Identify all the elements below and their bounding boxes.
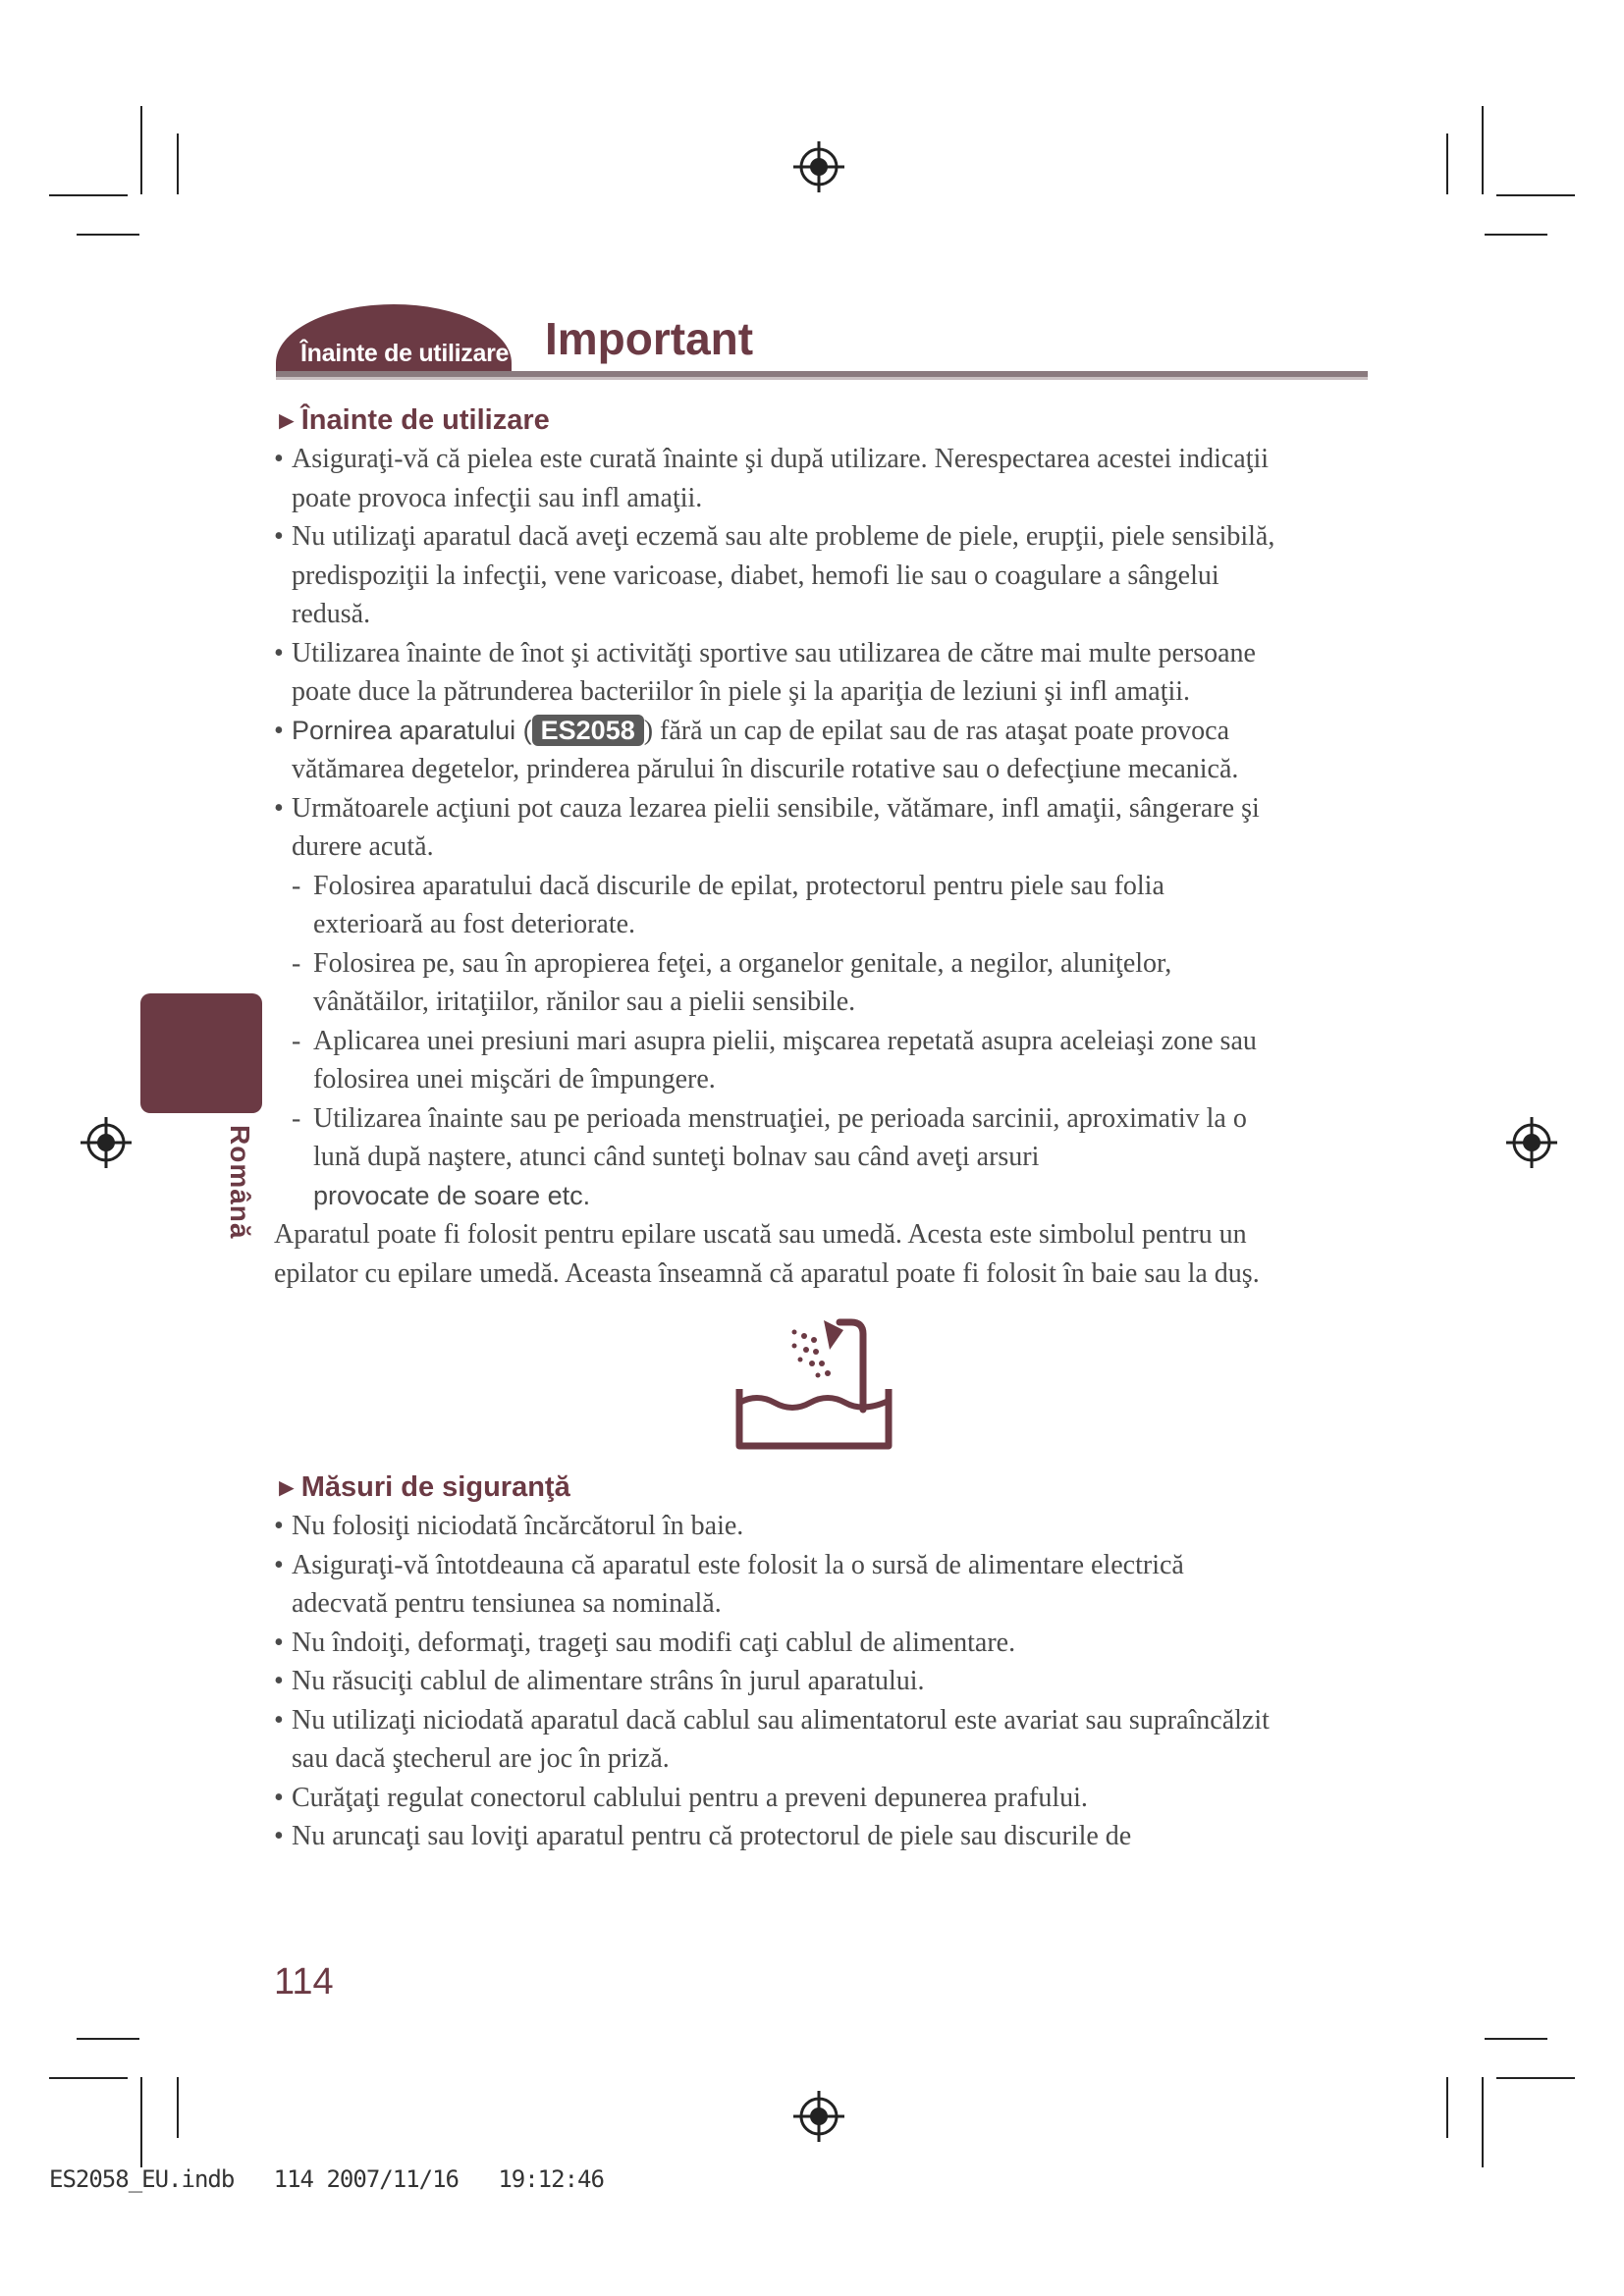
list-item: • Nu aruncaţi sau loviţi aparatul pentru că protectorul de piele sau discurile de — [274, 1817, 1275, 1856]
registration-mark-icon — [79, 1115, 134, 1170]
list-item — [274, 712, 1275, 789]
language-label: Română — [225, 1125, 255, 1240]
list-item: • Nu îndoiţi, deformaţi, trageţi sau modifi caţi cablul de alimentare. — [274, 1624, 1275, 1663]
footer-file: ES2058_EU.indb — [49, 2165, 235, 2193]
list-item: • Nu folosiţi niciodată încărcătorul în baie. — [274, 1507, 1275, 1546]
language-side-tab — [140, 993, 262, 1113]
list-item: • Nu utilizaţi niciodată aparatul dacă cablul sau alimentatorul este avariat sau supraîncălzit sau dacă ştecherul are joc în priză. — [274, 1701, 1275, 1779]
sub-list-item: - Folosirea pe, sau în apropierea feţei, a organelor genitale, a negilor, aluniţelor, vânătăilor, iritaţiilor, rănilor sau a pielii sensibile. — [274, 944, 1275, 1022]
registration-mark-icon — [791, 139, 846, 194]
list-item: • Utilizarea înainte de înot şi activităţi sportive sau utilizarea de către mai multe persoane poate duce la pătrunderea bacteriilor în piele şi la apariţia de leziuni şi infl amaţii. — [274, 634, 1275, 712]
list-item: • Nu răsuciţi cablul de alimentare strâns în jurul aparatului. — [274, 1662, 1275, 1701]
safety-list — [274, 1507, 1275, 1856]
main-content — [274, 400, 1275, 1856]
wet-use-paragraph: Aparatul poate fi folosit pentru epilare uscată sau umedă. Acesta este simbolul pentru un epilator cu epilare umedă. Aceasta înseamnă că aparatul poate fi folosit în baie sau la duş. — [274, 1219, 1260, 1289]
registration-mark-icon — [1504, 1115, 1559, 1170]
before-use-list — [274, 440, 1275, 1215]
footer-time: 19:12:46 — [498, 2165, 604, 2193]
item-prefix: Pornirea aparatului ( — [292, 715, 532, 745]
header-tab-label: Înainte de utilizare — [300, 340, 510, 367]
sub-item-tail: provocate de soare etc. — [313, 1180, 591, 1210]
section-heading-safety: ►Măsuri de siguranţă — [274, 1471, 570, 1503]
section-heading-before-use: ►Înainte de utilizare — [274, 404, 550, 436]
list-item: • Asiguraţi-vă că pielea este curată înainte şi după utilizare. Nerespectarea acestei indicaţii poate provoca infecţii sau infl amaţii. — [274, 440, 1275, 517]
item-suffix: ) fără un cap de epilat sau de ras ataşat poate provoca vătămarea degetelor, prinderea părului în discurile rotative sau o defecţiune mecanică. — [292, 715, 1239, 784]
page-number: 114 — [274, 1961, 334, 2002]
footer-date: 2007/11/16 — [326, 2165, 459, 2193]
list-item: • Curăţaţi regulat conectorul cablului pentru a preveni depunerea prafului. — [274, 1779, 1275, 1818]
sub-list-item — [274, 1099, 1275, 1216]
sub-list-item: - Folosirea aparatului dacă discurile de epilat, protectorul pentru piele sau folia exterioară au fost deteriorate. — [274, 867, 1275, 944]
sub-list-item: - Aplicarea unei presiuni mari asupra pielii, mişcarea repetată asupra aceleiaşi zone sau folosirea unei mişcări de împungere. — [274, 1022, 1275, 1099]
icon-container — [274, 1293, 1275, 1468]
triangle-bullet-icon: ► — [274, 405, 299, 435]
header-rule-shadow — [276, 377, 1368, 380]
registration-mark-icon — [791, 2089, 846, 2144]
sub-item-main: Utilizarea înainte sau pe perioada menstruaţiei, pe perioada sarcinii, aproximativ la o lună după naştere, atunci când sunteţi bolnav sau când aveţi arsuri — [313, 1102, 1247, 1172]
print-footer — [49, 2165, 604, 2193]
model-badge: ES2058 — [532, 715, 644, 746]
list-item: • Nu utilizaţi aparatul dacă aveţi eczemă sau alte probleme de piele, erupţii, piele sensibilă, predispoziţii la infecţii, vene varicoase, diabet, hemofi lie sau o coagulare a sângelui redusă. — [274, 517, 1275, 634]
footer-page: 114 — [273, 2165, 314, 2193]
shower-bath-icon — [733, 1316, 896, 1454]
list-item: • Următoarele acţiuni pot cauza lezarea pielii sensibile, vătămare, infl amaţii, sângerare şi durere acută. — [274, 789, 1275, 867]
page-title: Important — [545, 313, 754, 364]
list-item: • Asiguraţi-vă întotdeauna că aparatul este folosit la o sursă de alimentare electrică adecvată pentru tensiunea sa nominală. — [274, 1546, 1275, 1624]
triangle-bullet-icon: ► — [274, 1472, 299, 1502]
